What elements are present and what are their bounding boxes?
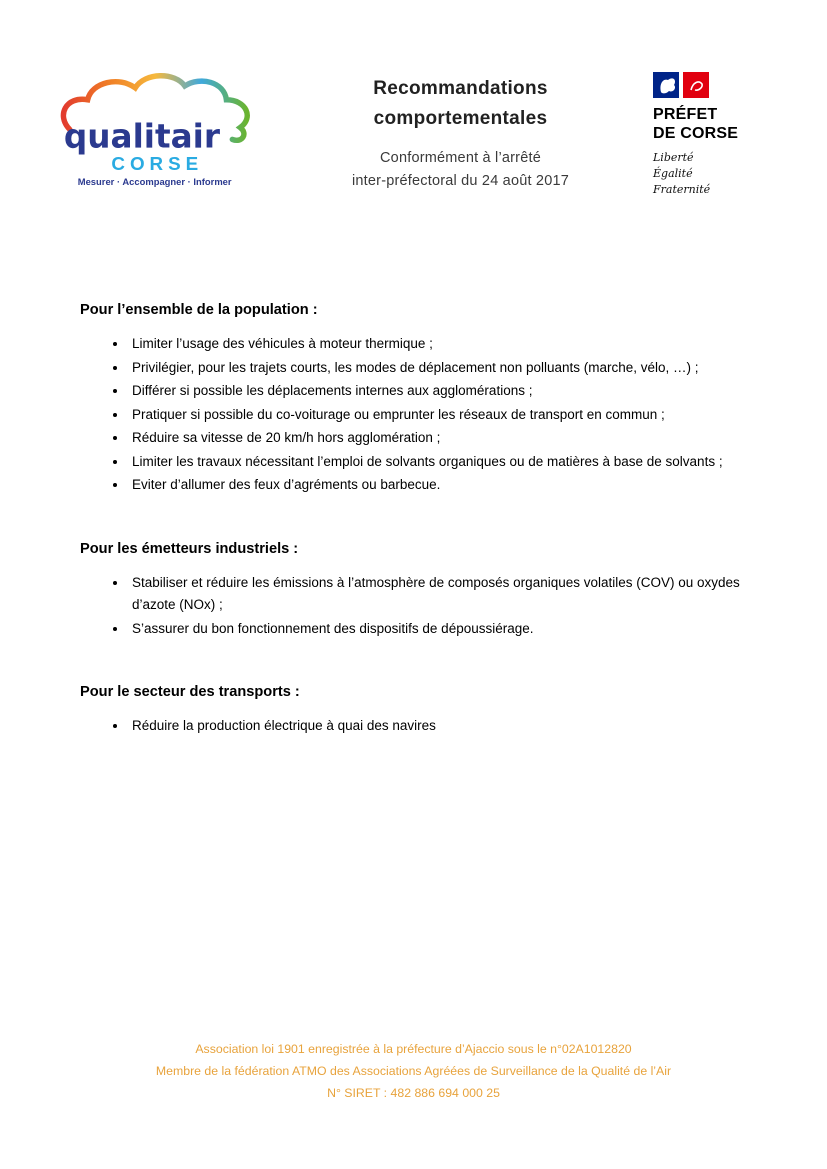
french-flag-icon bbox=[653, 72, 709, 98]
subtitle-line-1: Conformément à l’arrêté bbox=[380, 150, 541, 166]
region-text: CORSE bbox=[111, 153, 204, 175]
tagline-text: Mesurer · Accompagner · Informer bbox=[77, 175, 232, 187]
list-item: • S’assurer du bon fonctionnement des dispositifs de dépoussiérage. bbox=[128, 618, 781, 641]
section-industriels bbox=[80, 541, 781, 641]
list-item: • Réduire sa vitesse de 20 km/h hors agglomération ; bbox=[128, 427, 781, 450]
page-subtitle bbox=[268, 147, 653, 193]
prefet-logo bbox=[653, 70, 771, 198]
prefet-motto bbox=[653, 150, 771, 198]
list-item: • Privilégier, pour les trajets courts, les modes de déplacement non polluants (marche, vélo, …) ; bbox=[128, 357, 781, 380]
list-item: • Réduire la production électrique à quai des navires bbox=[128, 715, 781, 738]
list-item: • Différer si possible les déplacements internes aux agglomérations ; bbox=[128, 380, 781, 403]
bullet-list bbox=[80, 715, 781, 738]
document-body bbox=[0, 302, 827, 738]
subtitle-line-2: inter-préfectoral du 24 août 2017 bbox=[352, 173, 569, 189]
section-heading: Pour le secteur des transports : bbox=[80, 684, 300, 700]
list-item: • Stabiliser et réduire les émissions à l’atmosphère de composés organiques volatiles (COV) ou oxydes d’azote (NOx) ; bbox=[128, 572, 781, 617]
bullet-list bbox=[80, 333, 781, 497]
header bbox=[0, 0, 827, 198]
motto-fraternite: Fraternité bbox=[653, 183, 711, 196]
section-heading: Pour l’ensemble de la population : bbox=[80, 302, 318, 318]
section-transports bbox=[80, 684, 781, 738]
title-line-1: Recommandations bbox=[373, 78, 548, 99]
footer-line-membre: Membre de la fédération ATMO des Associations Agréées de Surveillance de la Qualité de l’Air bbox=[155, 1064, 672, 1078]
list-item: • Eviter d’allumer des feux d’agréments ou barbecue. bbox=[128, 474, 781, 497]
motto-egalite: Égalité bbox=[653, 167, 693, 180]
qualitair-logo bbox=[50, 70, 268, 194]
title-block bbox=[268, 70, 653, 193]
list-item: • Limiter les travaux nécessitant l’emploi de solvants organiques ou de matières à base de solvants ; bbox=[128, 451, 781, 474]
prefet-name-line-1: PRÉFET bbox=[653, 106, 718, 123]
footer-line-association: Association loi 1901 enregistrée à la préfecture d’Ajaccio sous le n°02A1012820 bbox=[195, 1042, 632, 1056]
qualitair-logo-svg bbox=[50, 70, 268, 189]
list-item: • Pratiquer si possible du co-voiturage ou emprunter les réseaux de transport en commun ; bbox=[128, 404, 781, 427]
title-line-2: comportementales bbox=[373, 108, 548, 129]
prefet-name bbox=[653, 105, 771, 143]
prefet-name-line-2: DE CORSE bbox=[653, 125, 739, 142]
footer bbox=[0, 1038, 827, 1104]
bullet-list bbox=[80, 572, 781, 641]
footer-line-siret: N° SIRET : 482 886 694 000 25 bbox=[327, 1086, 500, 1100]
motto-liberte: Liberté bbox=[653, 151, 694, 164]
page-title bbox=[268, 74, 653, 134]
section-population bbox=[80, 302, 781, 497]
brand-text: qualitair bbox=[63, 117, 221, 156]
list-item: • Limiter l’usage des véhicules à moteur thermique ; bbox=[128, 333, 781, 356]
section-heading: Pour les émetteurs industriels : bbox=[80, 540, 299, 557]
